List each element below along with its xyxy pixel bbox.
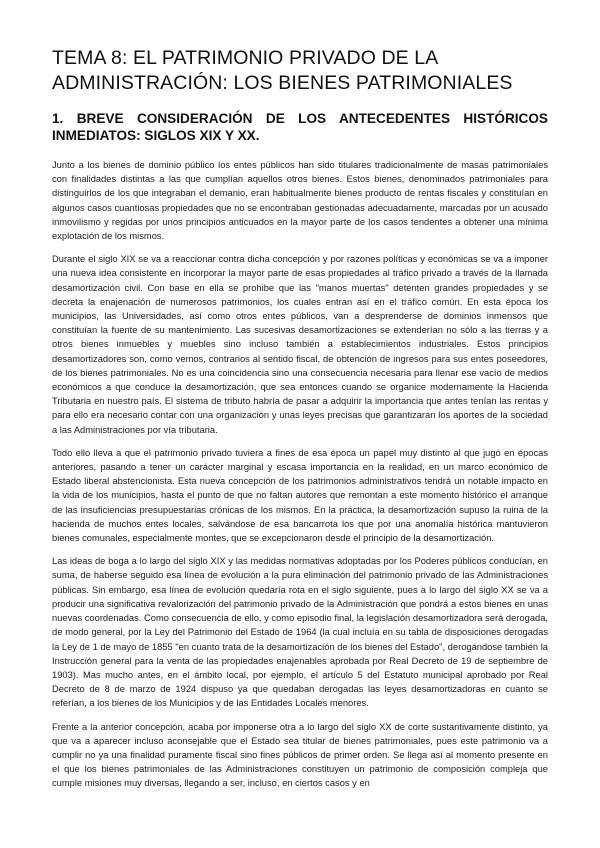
paragraph: Las ideas de boga a lo largo del siglo XIX y las medidas normativas adoptadas por los Poderes públicos conducían, en suma, de haberse seguido esa línea de evolución a la pura eliminación del patrimonio privado de las Administraciones públicas. Sin embargo, esa línea de evolución quedaría rota en el siglo siguiente, pues a lo largo del siglo XX se va a producir una significativa revalorización del patrimonio privado de la Administración que pondrá a estos bienes en unas nuevas coordenadas. Como consecuencia de ello, y como episodio final, la legislación desamortizadora será derogada, de modo general, por la Ley del Patrimonio del Estado de 1964 (la cual incluía en su tabla de disposiciones derogadas la Ley de 1 de mayo de 1855 "en cuanto trata de la desamortización de los bienes del Estado", derogándose también la Instrucción general para la venta de las propiedades enajenables aprobada por Real Decreto de 19 de septiembre de 1903). Mas mucho antes, en el ámbito local, por ejemplo, el artículo 5 del Estatuto municipal aprobado por Real Decreto de 8 de marzo de 1924 dispuso ya que quedaban derogadas las leyes desamortizadoras en cuanto se referían, a los bienes de los Municipios y de las Entidades Locales menores.: [52, 556, 548, 709]
document-title: TEMA 8: EL PATRIMONIO PRIVADO DE LA ADMINISTRACIÓN: LOS BIENES PATRIMONIALES: [52, 47, 513, 94]
paragraph: Todo ello lleva a que el patrimonio privado tuviera a fines de esa época un papel muy distinto al que jugó en épocas anteriores, pasando a tener un carácter marginal y escasa importancia en la realidad, en un marco económico de Estado liberal abstencionista. Esta nueva concepción de los patrimonios administrativos tendrá un notable impacto en la vida de los municipios, hasta el punto de que no faltan autores que remontan a este momento histórico el arranque de las insuficiencias presupuestarias crónicas de los mismos. En la práctica, la desamortización supuso la ruina de la hacienda de muchos entes locales, salvándose de esa bancarrota los que por una anomalía histórica mantuvieron bienes comunales, especialmente montes, que se excepcionaron desde el principio de la desamortización.: [52, 447, 548, 544]
paragraph: Frente a la anterior concepción, acaba por imponerse otra a lo largo del siglo XX de corte sustantivamente distinto, ya que va a aparecer incluso aconsejable que el Estado sea titular de bienes patrimoniales, pues este patrimonio va a cumplir no ya una finalidad puramente fiscal sino fines públicos de primer orden. Se llega así al momento presente en el que los bienes patrimoniales de las Administraciones constituyen un patrimonio de composición compleja que cumple misiones muy diversas, llegando a ser, incluso, en ciertos casos y en: [52, 721, 548, 789]
body-text: [52, 158, 548, 791]
paragraph: Durante el siglo XIX se va a reaccionar contra dicha concepción y por razones políticas y económicas se va a imponer una nueva idea consistente en incorporar la mayor parte de esas propiedades al tráfico privado a través de la llamada desamortización civil. Con base en ella se prohibe que las "manos muertas" detenten grandes propiedades y se decreta la enajenación de numerosos patrimonios, los cuales entran así en el tráfico común. En esta época los municipios, las Universidades, así como otros entes públicos, van a desprenderse de dominios inmensos que constituían la fuente de su mantenimiento. Las sucesivas desamortizaciones se extenderían no sólo a las tierras y a otros bienes inmuebles y muebles sino incluso también a establecimientos industriales. Estos principios desamortizadores son, como vemos, contrarios al sentido fiscal, de obtención de ingresos para sus entes poseedores, de los bienes patrimoniales. No es una coincidencia sino una consecuencia necesaria para llenar ese vacío de medios económicos a que conduce la desamortización, que sea entonces cuando se organice modernamente la Hacienda Tributaria en nuestro país. El sistema de tributo habría de pasar a adquirir la importancia que antes tenían las rentas y para ello era necesario contar con una organización y unas leyes precisas que garantizaran los aportes de la sociedad a las Administraciones por vía tributaria.: [52, 254, 548, 435]
section-heading: 1. BREVE CONSIDERACIÓN DE LOS ANTECEDENTES HISTÓRICOS INMEDIATOS: SIGLOS XIX Y XX.: [52, 111, 548, 143]
paragraph: Junto a los bienes de dominio público los entes públicos han sido titulares tradicionalmente de masas patrimoniales con finalidades distintas a las que cumplían aquellos otros bienes. Estos bienes, denominados patrimoniales para distinguirlos de los que integraban el demanio, eran habitualmente bienes producto de rentas fiscales y constituían en algunos casos cuantiosas propiedades que no se encontraban gestionadas adecuadamente, marcadas por un acusado inmovilismo y regidas por unos principios anticuados en la mayor parte de los casos tendentes a obtener una mínima explotación de los mismos.: [52, 160, 548, 242]
